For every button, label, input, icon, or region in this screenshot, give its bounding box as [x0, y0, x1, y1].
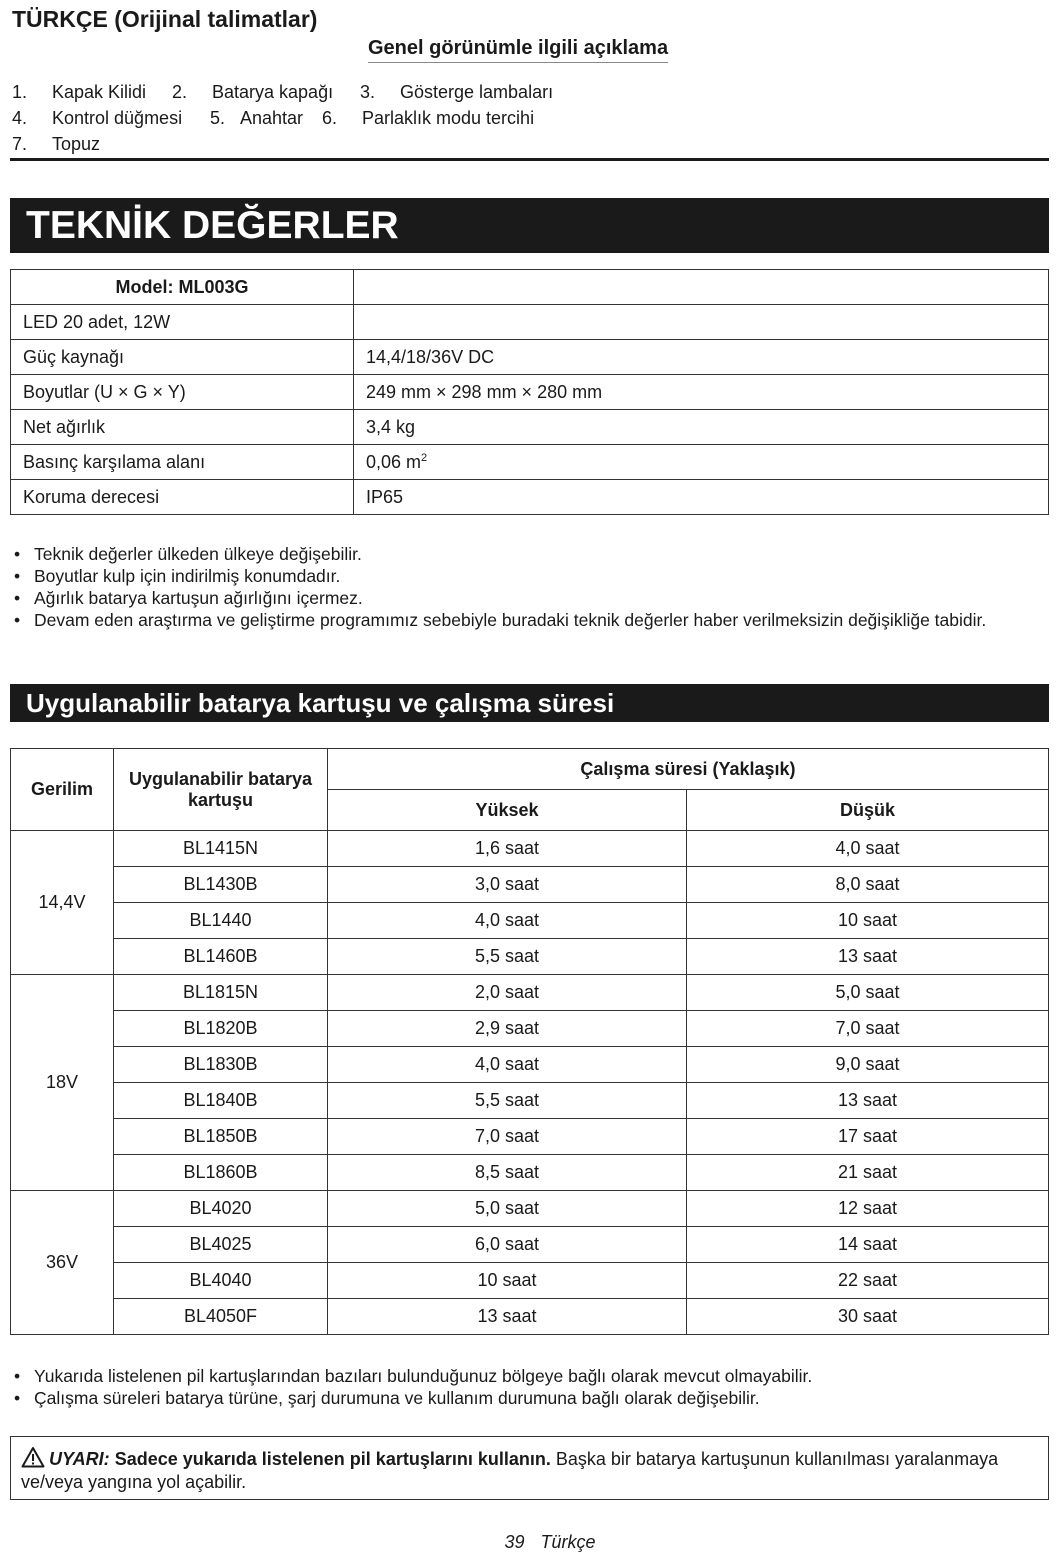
model-cell: BL1430B: [114, 867, 328, 903]
spec-label: Koruma derecesi: [11, 480, 354, 515]
battery-notes: [12, 1365, 1032, 1409]
part-number: 6.: [322, 108, 338, 128]
voltage-cell: 36V: [11, 1191, 114, 1335]
warning-box: [10, 1436, 1049, 1500]
footer-language: Türkçe: [540, 1532, 596, 1552]
low-cell: 30 saat: [687, 1299, 1049, 1335]
battery-heading: Uygulanabilir batarya kartuşu ve çalışma süresi: [10, 684, 1049, 722]
warning-text: Başka bir batarya kartuşunun kullanılması yaralanmaya ve/veya yangına yol açabilir.: [21, 1449, 999, 1492]
model-cell: BL4050F: [114, 1299, 328, 1335]
table-row: [11, 375, 1049, 410]
spec-label: Net ağırlık: [11, 410, 354, 445]
model-cell: BL1460B: [114, 939, 328, 975]
table-row: [11, 410, 1049, 445]
note-item: • Devam eden araştırma ve geliştirme programımız sebebiyle buradaki teknik değerler haber verilmeksizin değişikliğe tabidir.: [12, 609, 1032, 631]
low-cell: 14 saat: [687, 1227, 1049, 1263]
model-cell: BL1820B: [114, 1011, 328, 1047]
part-label: Kapak Kilidi: [52, 82, 147, 102]
model-cell: BL1415N: [114, 831, 328, 867]
table-row: [11, 867, 1049, 903]
spec-label: Boyutlar (U × G × Y): [11, 375, 354, 410]
warning-triangle-icon: [21, 1446, 45, 1468]
note-item: • Yukarıda listelenen pil kartuşlarından bazıları bulunduğunuz bölgeye bağlı olarak mevcut olmayabilir.: [12, 1365, 1032, 1387]
spec-value: 14,4/18/36V DC: [354, 340, 1049, 375]
model-cell: BL1830B: [114, 1047, 328, 1083]
part-number: 2.: [172, 82, 188, 102]
parts-row: [12, 79, 553, 105]
header-low: Düşük: [687, 790, 1049, 831]
model-cell: BL4020: [114, 1191, 328, 1227]
voltage-cell: 18V: [11, 975, 114, 1191]
warning-label: UYARI:: [49, 1449, 110, 1469]
high-cell: 5,5 saat: [328, 939, 687, 975]
header-voltage: Gerilim: [11, 749, 114, 831]
voltage-cell: 14,4V: [11, 831, 114, 975]
header-cartridge: Uygulanabilir batarya kartuşu: [114, 749, 328, 831]
model-cell: BL1850B: [114, 1119, 328, 1155]
page-number: 39: [504, 1532, 525, 1552]
superscript: 2: [421, 451, 428, 464]
low-cell: 17 saat: [687, 1119, 1049, 1155]
part-number: 4.: [12, 108, 28, 128]
section-divider: [10, 158, 1049, 161]
table-row: [11, 1191, 1049, 1227]
model-label: Model: ML003G: [11, 270, 354, 305]
parts-list: [12, 79, 553, 157]
high-cell: 5,5 saat: [328, 1083, 687, 1119]
note-item: • Boyutlar kulp için indirilmiş konumdadır.: [12, 565, 1032, 587]
part-label: Batarya kapağı: [212, 82, 334, 102]
spec-value: IP65: [354, 480, 1049, 515]
model-cell: BL1440: [114, 903, 328, 939]
specs-notes: [12, 543, 1032, 631]
table-row: [11, 480, 1049, 515]
table-row: [11, 270, 1049, 305]
specs-heading: TEKNİK DEĞERLER: [10, 198, 1049, 253]
table-row: [11, 1047, 1049, 1083]
header-high: Yüksek: [328, 790, 687, 831]
low-cell: 22 saat: [687, 1263, 1049, 1299]
part-number: 5.: [210, 108, 226, 128]
low-cell: 7,0 saat: [687, 1011, 1049, 1047]
table-row: [11, 1227, 1049, 1263]
model-value: [354, 270, 1049, 305]
part-label: Kontrol düğmesi: [52, 108, 183, 128]
table-row: [11, 831, 1049, 867]
low-cell: 12 saat: [687, 1191, 1049, 1227]
table-row: [11, 340, 1049, 375]
low-cell: 13 saat: [687, 939, 1049, 975]
table-row: [11, 1083, 1049, 1119]
low-cell: 21 saat: [687, 1155, 1049, 1191]
low-cell: 8,0 saat: [687, 867, 1049, 903]
high-cell: 4,0 saat: [328, 903, 687, 939]
part-label: Topuz: [52, 134, 101, 154]
model-cell: BL1860B: [114, 1155, 328, 1191]
spec-label: Basınç karşılama alanı: [11, 445, 354, 480]
model-cell: BL4025: [114, 1227, 328, 1263]
high-cell: 2,0 saat: [328, 975, 687, 1011]
spec-value-text: 0,06 m: [366, 451, 422, 472]
model-cell: BL4040: [114, 1263, 328, 1299]
low-cell: 4,0 saat: [687, 831, 1049, 867]
high-cell: 10 saat: [328, 1263, 687, 1299]
note-item: • Ağırlık batarya kartuşun ağırlığını içermez.: [12, 587, 1032, 609]
note-item: • Teknik değerler ülkeden ülkeye değişebilir.: [12, 543, 1032, 565]
part-number: 1.: [12, 82, 28, 102]
high-cell: 4,0 saat: [328, 1047, 687, 1083]
part-label: Anahtar: [240, 108, 304, 128]
parts-row: [12, 131, 553, 157]
battery-table: [10, 748, 1049, 1335]
language-title: TÜRKÇE (Orijinal talimatlar): [12, 6, 318, 32]
low-cell: 5,0 saat: [687, 975, 1049, 1011]
part-number: 3.: [360, 82, 376, 102]
table-row: [11, 939, 1049, 975]
high-cell: 1,6 saat: [328, 831, 687, 867]
table-row: [11, 1011, 1049, 1047]
high-cell: 7,0 saat: [328, 1119, 687, 1155]
high-cell: 3,0 saat: [328, 867, 687, 903]
high-cell: 8,5 saat: [328, 1155, 687, 1191]
spec-value: 249 mm × 298 mm × 280 mm: [354, 375, 1049, 410]
high-cell: 5,0 saat: [328, 1191, 687, 1227]
spec-label: Güç kaynağı: [11, 340, 354, 375]
low-cell: 9,0 saat: [687, 1047, 1049, 1083]
general-view-title: Genel görünümle ilgili açıklama: [368, 37, 668, 63]
table-row: [11, 1155, 1049, 1191]
part-label: Gösterge lambaları: [400, 82, 554, 102]
page-footer: [0, 1532, 1060, 1553]
low-cell: 10 saat: [687, 903, 1049, 939]
table-header-row: [11, 749, 1049, 790]
low-cell: 13 saat: [687, 1083, 1049, 1119]
high-cell: 13 saat: [328, 1299, 687, 1335]
part-label: Parlaklık modu tercihi: [362, 108, 535, 128]
spec-value: [354, 445, 1049, 480]
spec-label: LED 20 adet, 12W: [11, 305, 354, 340]
warning-strong-text: Sadece yukarıda listelenen pil kartuşlarını kullanın.: [114, 1449, 551, 1469]
table-row: [11, 1119, 1049, 1155]
model-cell: BL1815N: [114, 975, 328, 1011]
spec-value: 3,4 kg: [354, 410, 1049, 445]
table-row: [11, 975, 1049, 1011]
table-row: [11, 1263, 1049, 1299]
table-row: [11, 305, 1049, 340]
model-cell: BL1840B: [114, 1083, 328, 1119]
header-runtime: Çalışma süresi (Yaklaşık): [328, 749, 1049, 790]
note-item: • Çalışma süreleri batarya türüne, şarj durumuna ve kullanım durumuna bağlı olarak değişebilir.: [12, 1387, 1032, 1409]
table-row: [11, 1299, 1049, 1335]
spec-value: [354, 305, 1049, 340]
parts-row: [12, 105, 553, 131]
high-cell: 2,9 saat: [328, 1011, 687, 1047]
table-row: [11, 445, 1049, 480]
high-cell: 6,0 saat: [328, 1227, 687, 1263]
part-number: 7.: [12, 134, 28, 154]
specs-table: [10, 269, 1049, 515]
table-row: [11, 903, 1049, 939]
